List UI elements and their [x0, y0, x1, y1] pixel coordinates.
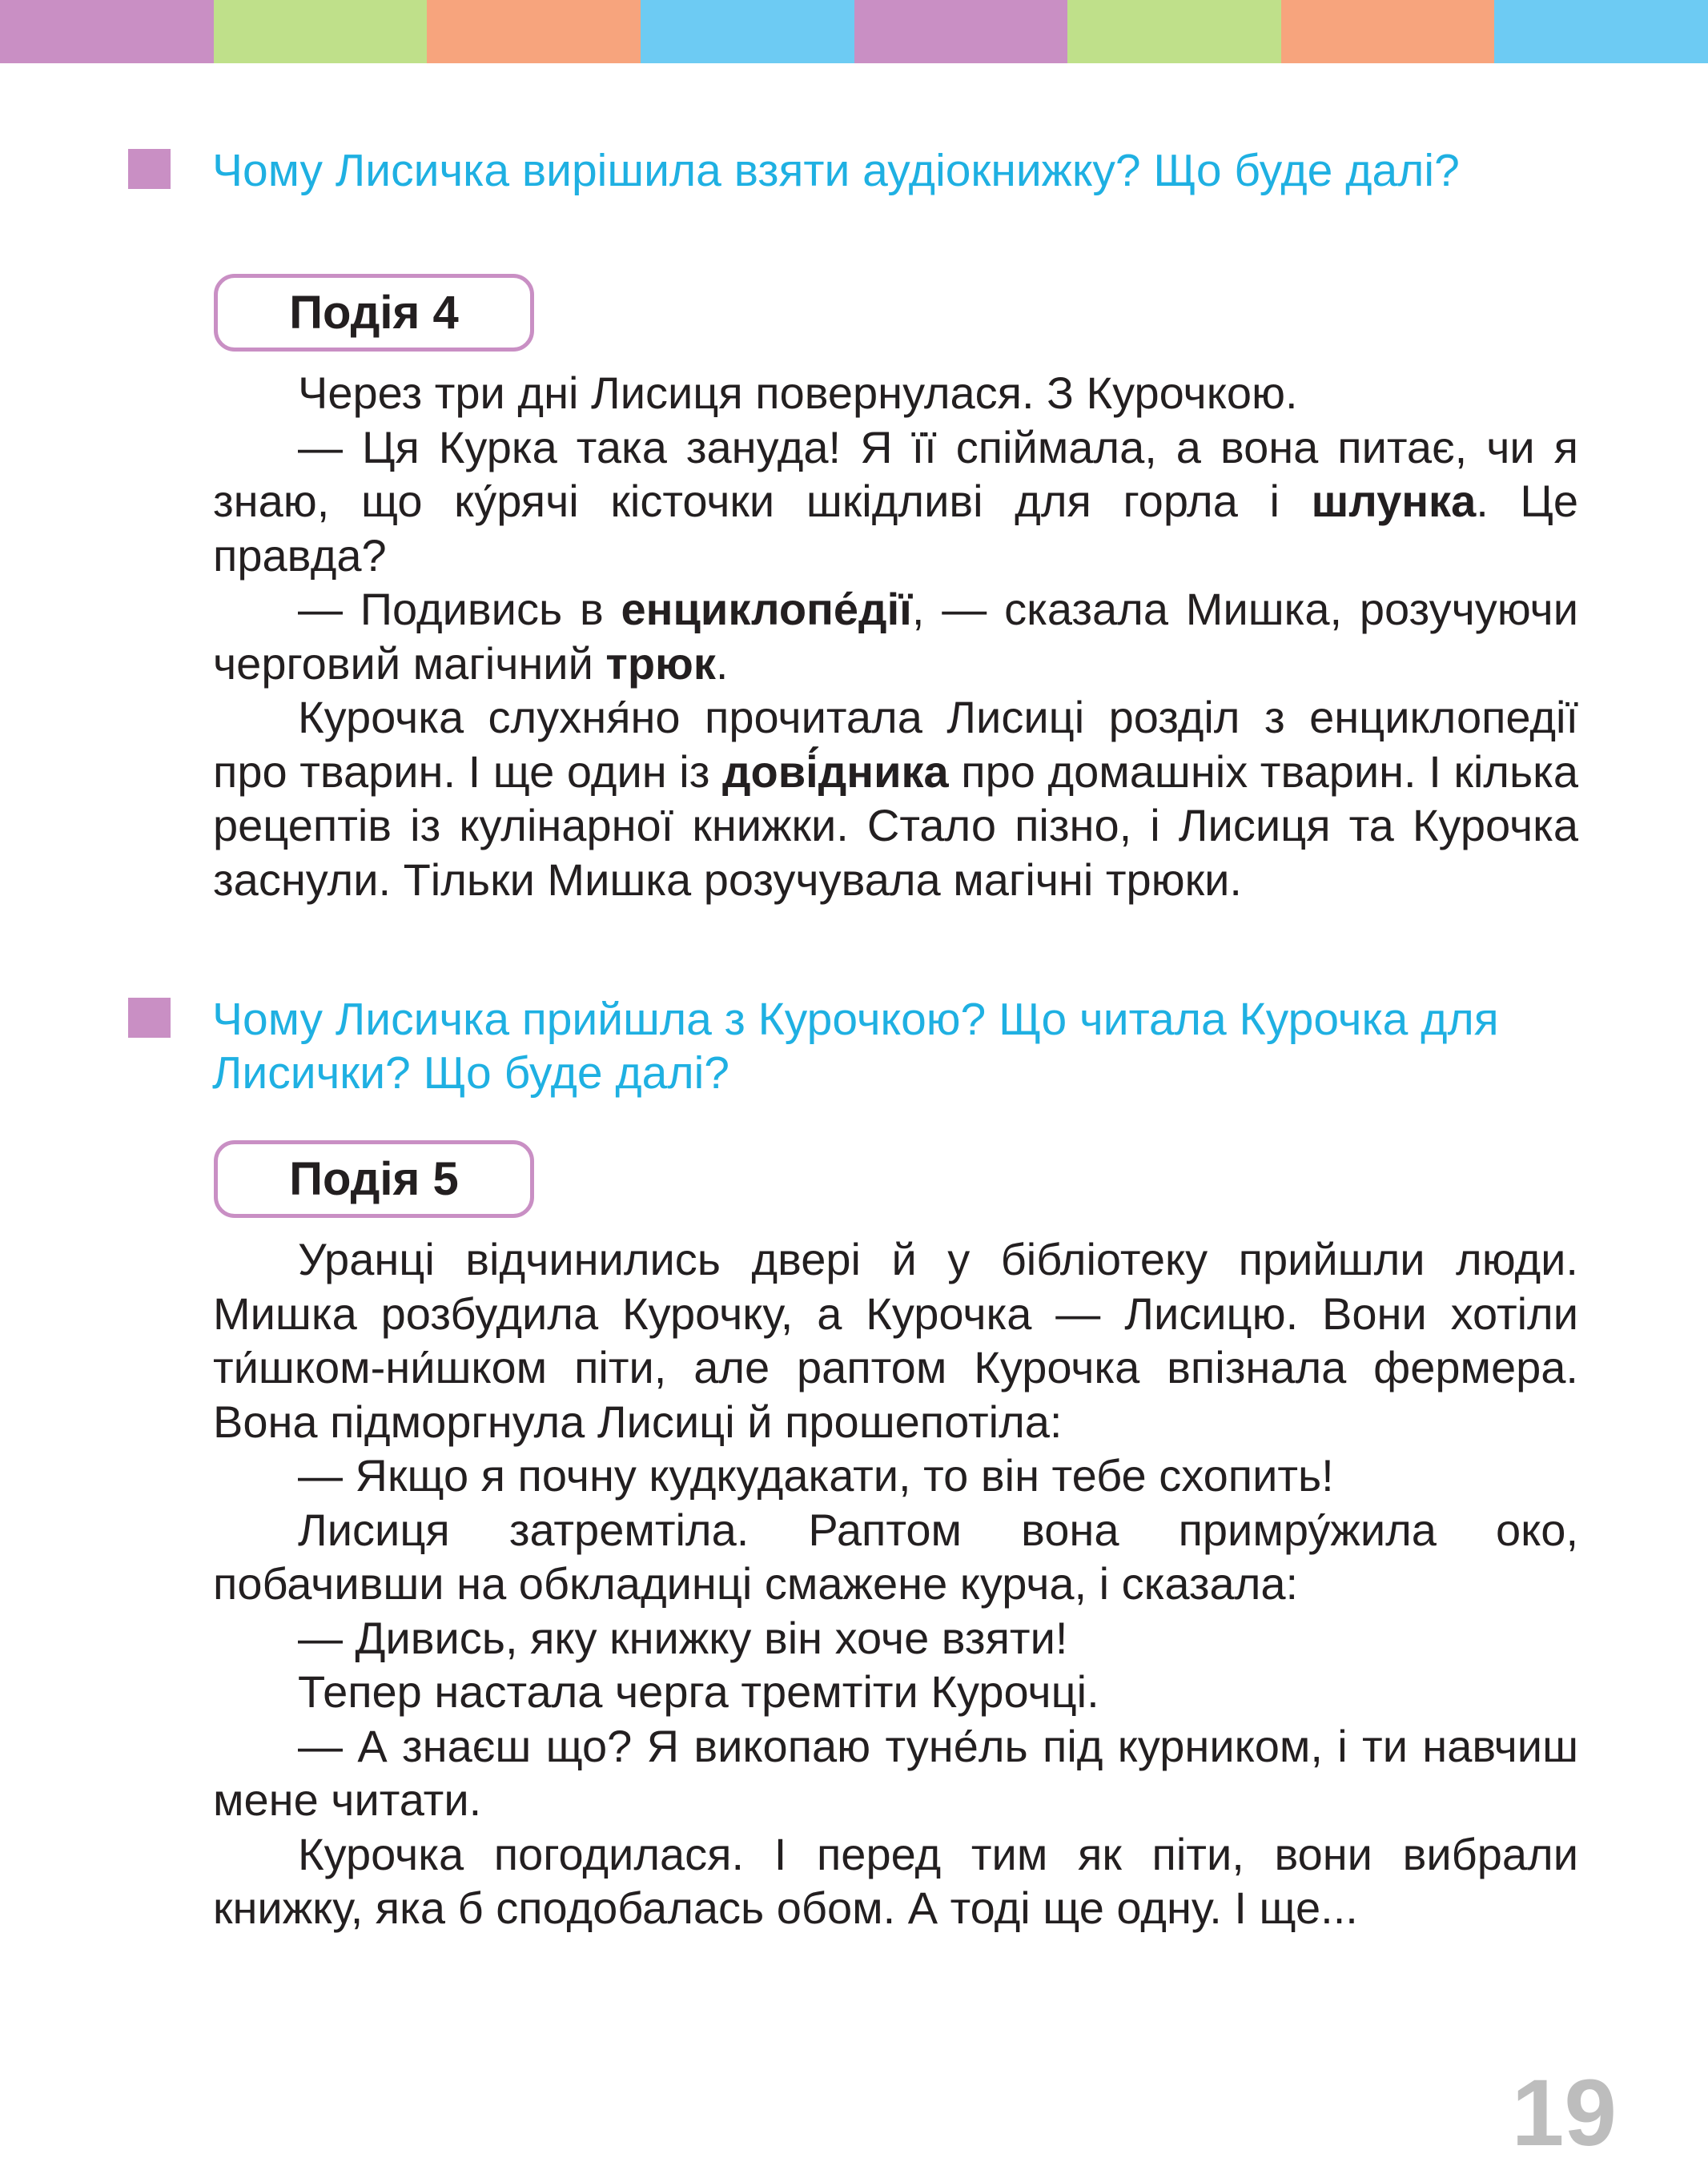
paragraph: Лисиця затремтіла. Раптом вона примру́жила око, побачивши на обкладинці смажене курча, і сказала: [213, 1504, 1578, 1609]
color-stripe [641, 0, 854, 63]
paragraph: Уранці відчинились двері й у бібліотеку прийшли люди. Мишка розбудила Курочку, а Курочка — Лисицю. Вони хотіли ти́шком-ни́шком піти, але раптом Курочка впізнала фермера. Вона підморгнула Лисиці й прошепотіла: [213, 1234, 1578, 1447]
paragraph: Через три дні Лисиця повернулася. З Курочкою. [298, 368, 1298, 418]
text-run: . [715, 637, 729, 689]
text-run: , — сказала Мишка, розучуючи черговий магічний [213, 584, 1578, 689]
text-run: . Це правда? [213, 476, 1578, 581]
color-stripe [1281, 0, 1495, 63]
event-5-label: Подія 5 [214, 1140, 534, 1218]
question-text: Чому Лисичка вирішила взяти аудіокнижку? Що буде далі? [212, 145, 1460, 196]
question-text: Чому Лисичка прийшла з Курочкою? Що читала Курочка для Лисички? Що буде далі? [212, 994, 1499, 1099]
bold-term: шлунка [1311, 476, 1477, 526]
square-marker-icon [128, 149, 171, 189]
text-run: Курочка слухня́но прочитала Лисиці розділ з енциклопедії про тварин. І ще один із [213, 692, 1578, 797]
event-5-story [213, 1232, 1578, 1935]
color-stripe [1067, 0, 1281, 63]
square-marker-icon [128, 998, 171, 1038]
event-4-story [213, 366, 1578, 906]
page-number: 19 [1511, 2060, 1617, 2166]
paragraph: Тепер настала черга тремтіти Курочці. [298, 1666, 1099, 1717]
top-color-bar [0, 0, 1708, 63]
paragraph [213, 690, 1578, 906]
paragraph: — А знаєш що? Я викопаю туне́ль під курником, і ти навчиш мене читати. [213, 1720, 1578, 1825]
color-stripe [0, 0, 214, 63]
text-run: — Ця Курка така зануда! Я її спіймала, а вона питає, чи я знаю, що ку́рячі кісточки шкідливі для горла і [213, 421, 1578, 526]
bold-term: енциклопе́дії [621, 584, 912, 634]
text-run: — Подивись в [298, 584, 621, 634]
paragraph: — Дивись, яку книжку він хоче взяти! [298, 1612, 1068, 1663]
color-stripe [214, 0, 428, 63]
text-run: про домашніх тварин. І кілька рецептів із кулінарної книжки. Стало пізно, і Лисиця та Курочка заснули. Тільки Мишка розучувала магічні трюки. [213, 745, 1578, 905]
paragraph [213, 420, 1578, 583]
bold-term: дові́дника [721, 745, 949, 797]
color-stripe [854, 0, 1068, 63]
question-1 [128, 144, 1602, 198]
color-stripe [1494, 0, 1708, 63]
bold-term: трюк [605, 637, 716, 689]
color-stripe [427, 0, 641, 63]
paragraph: — Якщо я почну кудкудакати, то він тебе схопить! [298, 1450, 1334, 1501]
paragraph: Курочка погодилася. І перед тим як піти, вони вибрали книжку, яка б сподобалась обом. А тоді ще одну. І ще... [213, 1828, 1578, 1933]
paragraph [213, 582, 1578, 690]
question-2 [128, 993, 1602, 1100]
event-4-label: Подія 4 [214, 274, 534, 352]
